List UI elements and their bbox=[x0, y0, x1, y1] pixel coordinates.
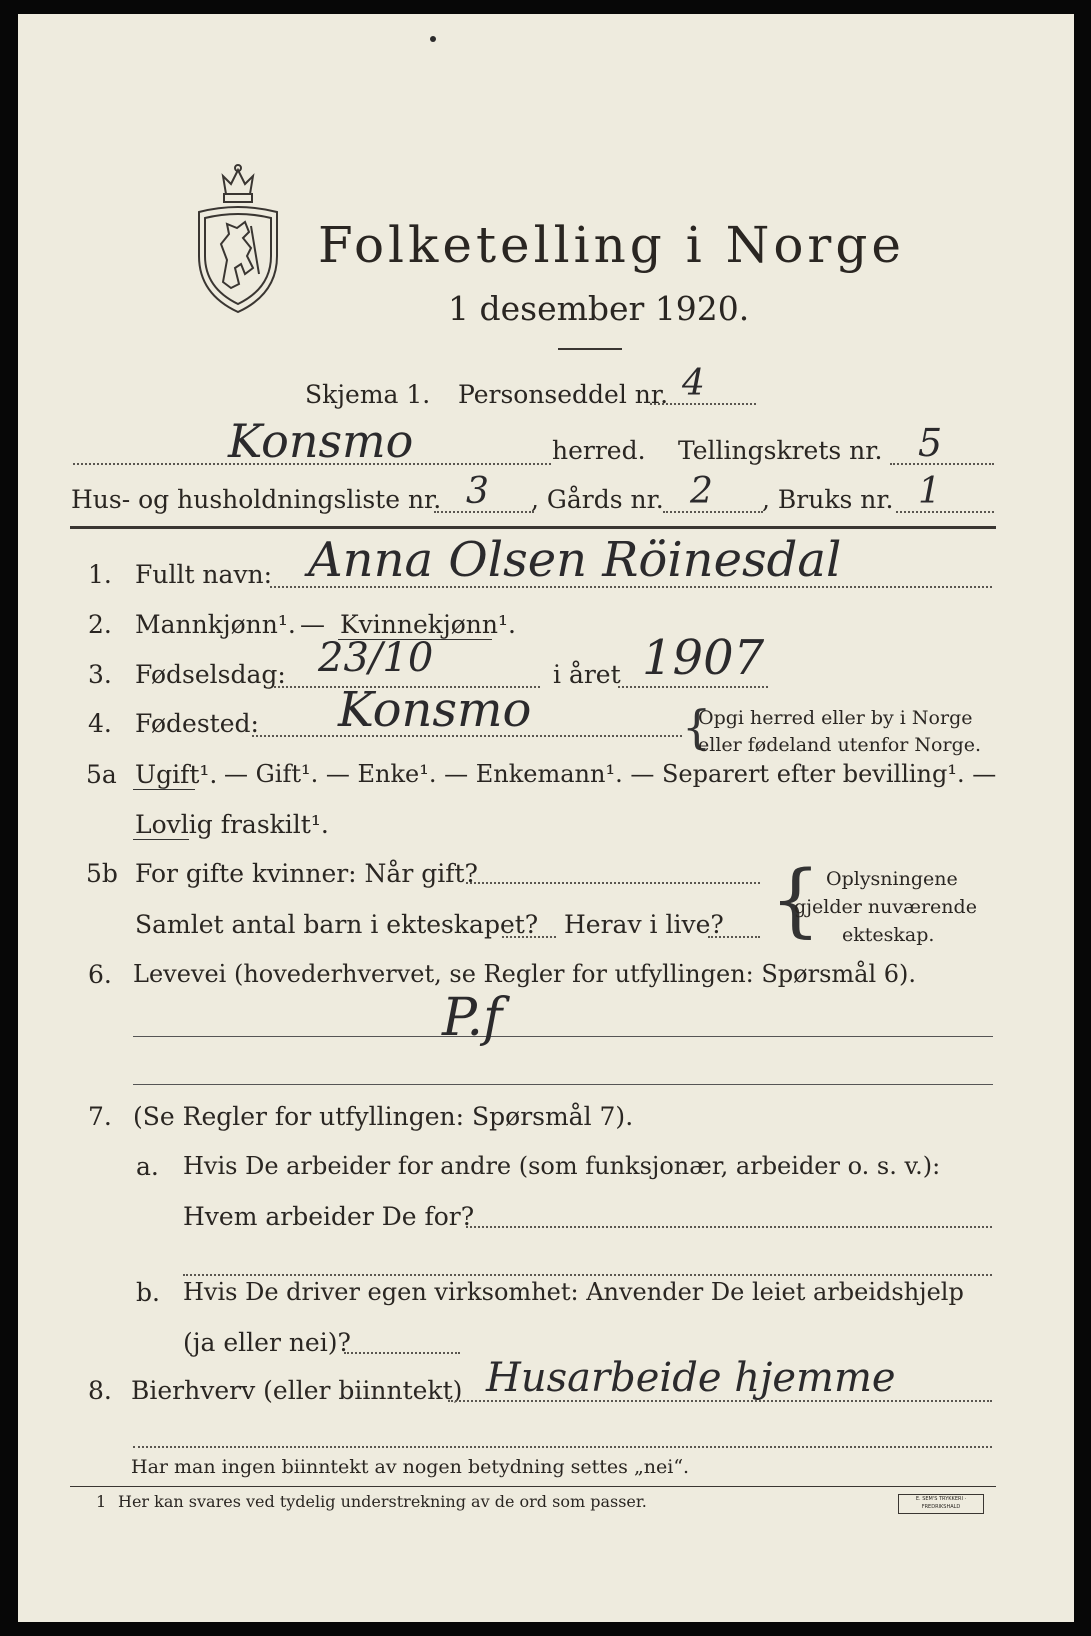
tellingskrets-label: Tellingskrets nr. bbox=[678, 436, 883, 465]
q7-a-letter: a. bbox=[136, 1152, 159, 1181]
q8-line2 bbox=[133, 1446, 992, 1448]
q8-label: Bierhverv (eller biinntekt) bbox=[131, 1376, 463, 1405]
q2-sep: — bbox=[300, 610, 325, 639]
q4-note-line2: eller fødeland utenfor Norge. bbox=[698, 734, 982, 756]
q3-number: 3. bbox=[88, 660, 112, 689]
gards-line bbox=[663, 511, 763, 513]
page-subtitle: 1 desember 1920. bbox=[448, 289, 750, 328]
q5b-note-line2: gjelder nuværende bbox=[794, 896, 977, 918]
q5b-note-line3: ekteskap. bbox=[842, 924, 935, 946]
q3-year-value: 1907 bbox=[642, 630, 765, 686]
q7-b-line2: (ja eller nei)? bbox=[183, 1328, 351, 1357]
title-divider bbox=[558, 348, 622, 350]
herred-label: herred. bbox=[552, 436, 646, 465]
printer-stamp bbox=[898, 1494, 984, 1514]
q5b-alive-line bbox=[708, 936, 760, 938]
q2-female-label: Kvinnekjønn¹. bbox=[340, 610, 516, 639]
q4-note-brace: { bbox=[682, 700, 712, 754]
q3-year-line bbox=[618, 686, 768, 688]
footer-note: Har man ingen biinntekt av nogen betydning settes „nei“. bbox=[131, 1456, 690, 1478]
q7-a-answer-line bbox=[466, 1226, 992, 1228]
q5b-married-line bbox=[466, 882, 760, 884]
q7-b-answer-line bbox=[344, 1352, 460, 1354]
page-title: Folketelling i Norge bbox=[318, 216, 905, 274]
tellingskrets-value: 5 bbox=[918, 421, 943, 465]
bruks-value: 1 bbox=[918, 471, 941, 512]
q7-a-line1: Hvis De arbeider for andre (som funksjonær, arbeider o. s. v.): bbox=[183, 1152, 941, 1180]
personseddel-label: Personseddel nr. bbox=[458, 380, 669, 409]
gards-label: , Gårds nr. bbox=[531, 485, 664, 514]
footnote-number: 1 bbox=[96, 1492, 107, 1511]
q5a-lovlig-underline bbox=[133, 839, 189, 840]
q2-male-label: Mannkjønn¹. bbox=[135, 610, 296, 639]
q5a-ugift-underline bbox=[133, 789, 195, 790]
q3-year-label: i året bbox=[553, 660, 621, 689]
q5b-number: 5b bbox=[86, 859, 118, 888]
q4-note-line1: Opgi herred eller by i Norge bbox=[698, 707, 973, 729]
q1-number: 1. bbox=[88, 560, 112, 589]
header-divider bbox=[70, 526, 996, 529]
q4-number: 4. bbox=[88, 709, 112, 738]
q6-number: 6. bbox=[88, 960, 112, 989]
q5a-options: — Gift¹. — Enke¹. — Enkemann¹. — Separert efter bevilling¹. — bbox=[224, 760, 997, 788]
q7-a-answer-line2 bbox=[183, 1274, 992, 1276]
footnote-text: Her kan svares ved tydelig understrekning av de ord som passer. bbox=[118, 1492, 647, 1511]
hus-value: 3 bbox=[466, 471, 489, 512]
q6-value: P.f bbox=[442, 988, 503, 1048]
q2-number: 2. bbox=[88, 610, 112, 639]
tellingskrets-line bbox=[890, 463, 994, 465]
q3-label: Fødselsdag: bbox=[135, 660, 286, 689]
q6-label: Levevei (hovederhvervet, se Regler for utfyllingen: Spørsmål 6). bbox=[133, 960, 917, 988]
skjema-label: Skjema 1. bbox=[305, 380, 431, 409]
q1-value: Anna Olsen Röinesdal bbox=[308, 532, 842, 588]
bruks-line bbox=[896, 511, 994, 513]
q7-b-letter: b. bbox=[136, 1278, 160, 1307]
q6-line2 bbox=[133, 1084, 993, 1085]
q6-line1 bbox=[133, 1036, 993, 1037]
personseddel-value: 4 bbox=[682, 363, 705, 404]
hus-label: Hus- og husholdningsliste nr. bbox=[71, 485, 442, 514]
q7-b-line1: Hvis De driver egen virksomhet: Anvender De leiet arbeidshjelp bbox=[183, 1278, 964, 1306]
bruks-label: , Bruks nr. bbox=[762, 485, 894, 514]
herred-value: Konsmo bbox=[228, 414, 414, 468]
footnote-divider bbox=[70, 1486, 996, 1487]
q5b-line2a: Samlet antal barn i ekteskapet? bbox=[135, 910, 539, 939]
q4-value: Konsmo bbox=[338, 682, 532, 738]
q7-number: 7. bbox=[88, 1102, 112, 1131]
q3-date-value: 23/10 bbox=[318, 635, 434, 681]
q7-a-line2: Hvem arbeider De for? bbox=[183, 1202, 475, 1231]
q5a-number: 5a bbox=[86, 760, 117, 789]
q8-number: 8. bbox=[88, 1376, 112, 1405]
q5a-ugift: Ugift¹. bbox=[135, 760, 218, 789]
q5b-note-brace: { bbox=[770, 853, 821, 946]
ink-dot bbox=[430, 36, 436, 42]
q7-label: (Se Regler for utfyllingen: Spørsmål 7). bbox=[133, 1102, 634, 1131]
q5b-note-line1: Oplysningene bbox=[826, 868, 958, 890]
norwegian-coat-of-arms-icon bbox=[193, 164, 283, 316]
gards-value: 2 bbox=[690, 471, 713, 512]
q5b-line2b: Herav i live? bbox=[564, 910, 724, 939]
q5b-line1: For gifte kvinner: Når gift? bbox=[135, 859, 478, 888]
q4-label: Fødested: bbox=[135, 709, 259, 738]
q8-value: Husarbeide hjemme bbox=[486, 1355, 896, 1401]
printer-stamp-text: E. SEM'S TRYKKERI · FREDRIKSHALD bbox=[915, 1496, 967, 1510]
census-form-sheet bbox=[18, 14, 1074, 1622]
q5b-children-line bbox=[502, 936, 556, 938]
q1-label: Fullt navn: bbox=[135, 560, 273, 589]
q5a-line2: Lovlig fraskilt¹. bbox=[135, 810, 329, 839]
